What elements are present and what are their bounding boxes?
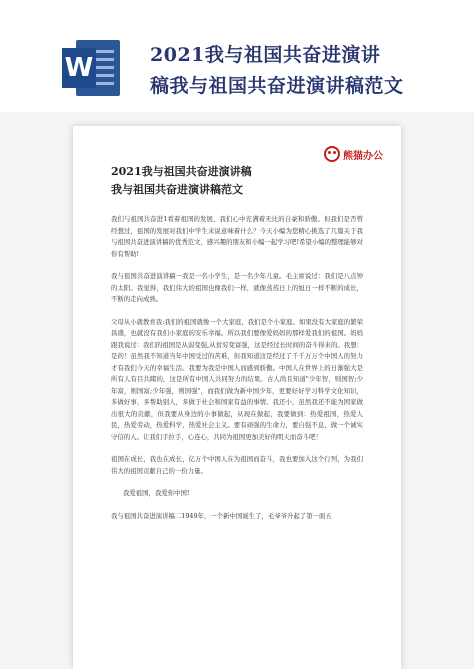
paragraph: 我与祖国共奋进演讲稿一我是一名小学生，是一名少年儿童。毛主席说过：我们是八点钟的太阳。我觉得，我们伟大的祖国也像我们一样，就像蒸蒸日上的旭日一样不断的成长，不断的走向成熟。 — [111, 272, 363, 303]
paragraph: 我与祖国共奋进演讲稿二1949年，一个新中国诞生了，毛爷爷升起了第一面五 — [111, 511, 332, 520]
page-title — [150, 40, 460, 102]
word-logo-letter: W — [62, 48, 96, 88]
paragraph: 父母从小就教育我:我们的祖国就像一个大家庭，我们是个小家庭。如果没有大家庭的繁荣昌盛，也就没有我们小家庭的安乐幸福。所以我们要像爱妈妈的那样爱我们的祖国。妈妈跟我说过：我们的祖国是从弱变强,从贫穷变富强，这是经过长时间的奋斗得来的。我想：是的！虽然我不知道当年中国受过的苦难，但我知道这是经过了千千万万个中国人的努力才有我们今天的幸福生活。我要为我是中国人而感到骄傲。中国人在世界上的日渐强大是所有人有目共睹的，这是所有中国人共同努力的结果。古人尚且知道"少年智，则国智;少年富，则国富;少年强，则国强"，而我们做为新中国少年，更要好好学习科学文化知识，多做好事，多帮助别人，多做于社会和国家有益的事情。我还小，虽然我还不能为国家做出很大的贡献，但我要从身边的小事做起，从现在做起，我要做到：热爱祖国，热爱人民，热爱劳动，热爱科学，热爱社会主义。要有顽强的生命力，要自强不息，做一个诚实守信的人。让我们手拉手，心连心，共同为祖国更加美好的明天而奋斗吧！ — [111, 317, 363, 441]
page-title-line-2: 稿我与祖国共奋进演讲稿范文 — [150, 75, 404, 97]
word-document-icon — [62, 40, 122, 96]
paragraph: 我们与祖国共奋进1看着祖国的发展，我们心中充满着无比的自豪和骄傲。但我们是否曾经想过，祖国的发展对我们中学生来说意味着什么？今天小编为您精心挑选了几篇关于我与祖国共奋进演讲稿的优秀范文，感兴趣的朋友和小编一起学习吧!希望小编的整理能够对你有帮助! — [111, 215, 363, 258]
document-title-line-2: 我与祖国共奋进演讲稿范文 — [111, 183, 243, 196]
brand-name: 熊猫办公 — [343, 150, 383, 162]
document-title-line-1: 2021我与祖国共奋进演讲稿 — [111, 165, 252, 178]
document-title — [111, 163, 252, 199]
paragraph: 我爱祖国，我爱你中国! — [123, 489, 190, 497]
paragraph: 祖国在成长，我也在成长，亿万个中国人在为祖国而奋斗，我也要加入这个行列，为我们伟大的祖国贡献自己的一份力量。 — [111, 455, 363, 475]
page-title-line-1: 2021我与祖国共奋进演讲 — [150, 44, 381, 66]
document-preview — [73, 126, 401, 669]
document-body — [111, 214, 363, 533]
panda-icon — [324, 146, 340, 162]
document-header — [0, 0, 474, 112]
brand-logo — [324, 146, 383, 162]
